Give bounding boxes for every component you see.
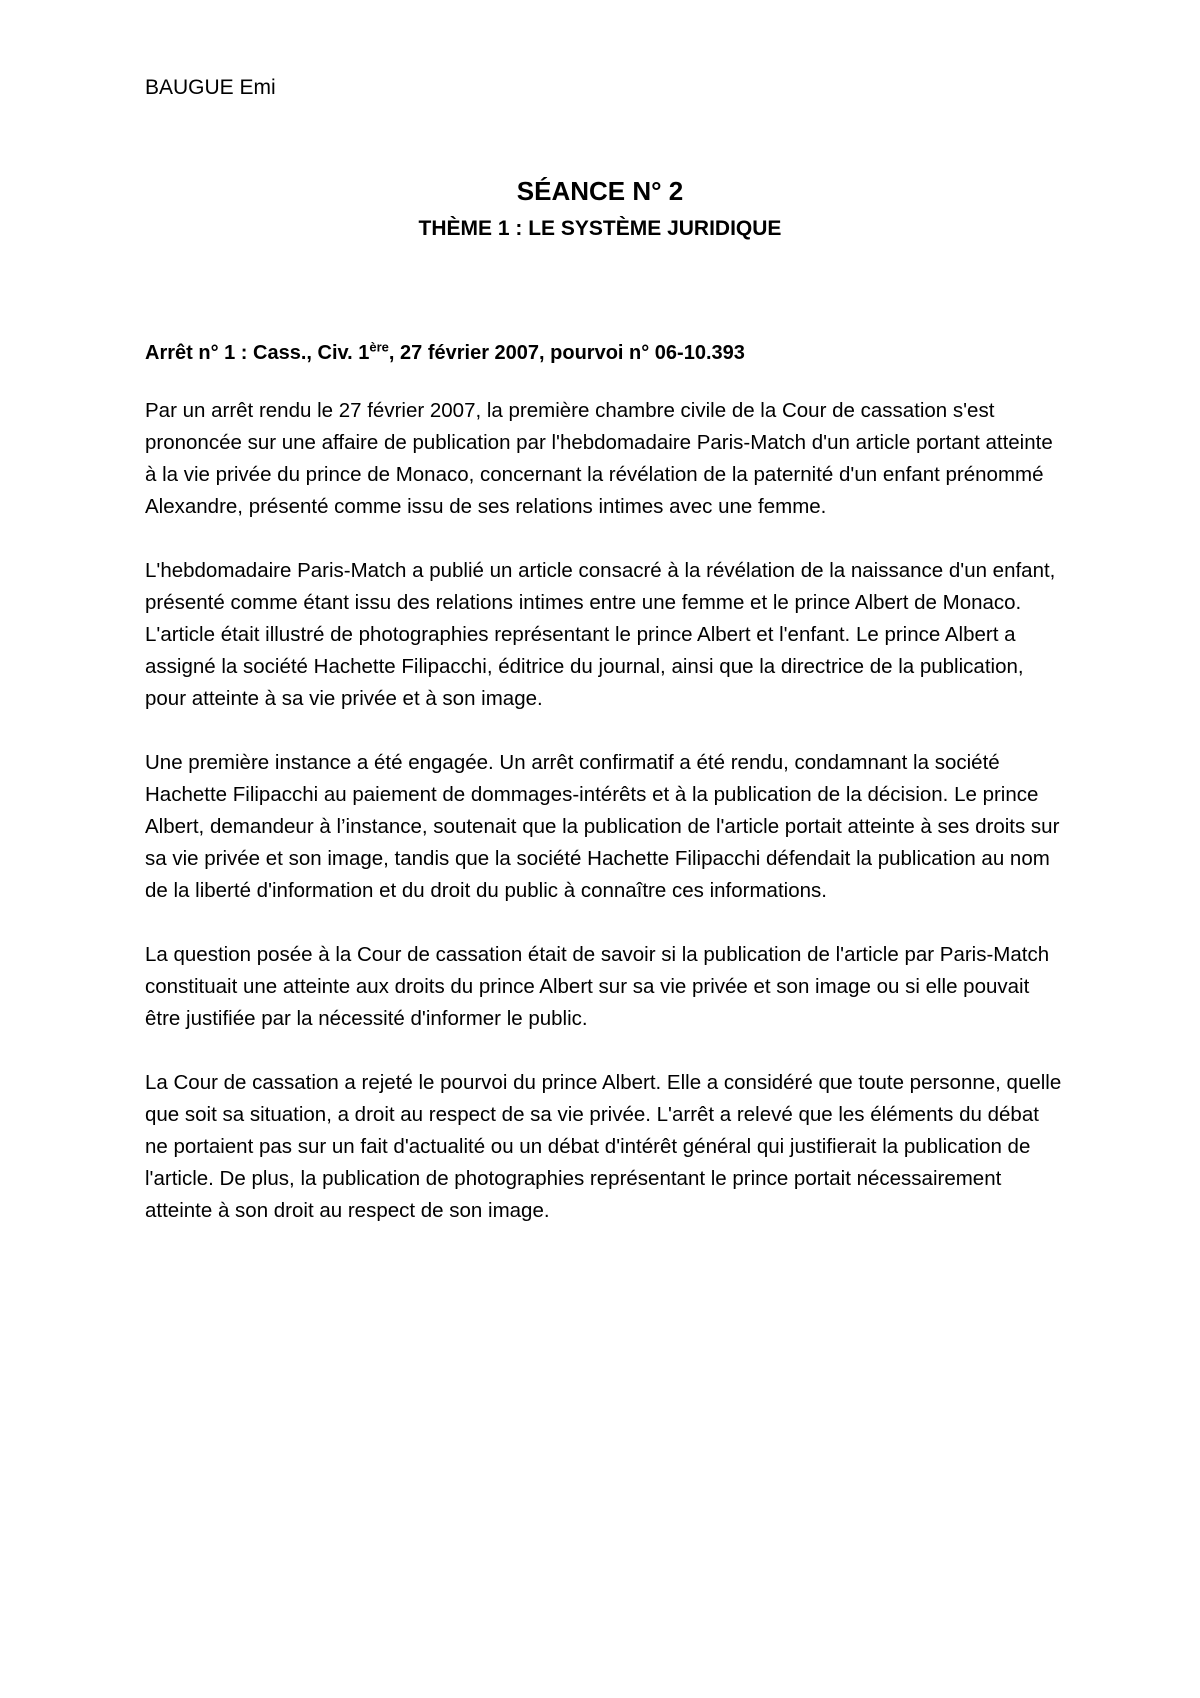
paragraph-legal-question: La question posée à la Cour de cassation était de savoir si la publication de l'article par Paris-Match constituait une atteinte aux droits du prince Albert sur sa vie privée et son image ou si elle pouvait être justifiée par la nécessité d'informer le public. (145, 943, 1050, 1030)
body-text (145, 395, 1065, 1259)
session-title: SÉANCE N° 2 (516, 176, 684, 206)
author-name: BAUGUE Emi (145, 76, 276, 99)
paragraph-facts: L'hebdomadaire Paris-Match a publié un article consacré à la révélation de la naissance d'un enfant, présenté comme étant issu des relations intimes entre une femme et le prince Albert de Monaco. L'article était illustré de photographies représentant le prince Albert et l'enfant. Le prince Albert a assigné la société Hachette Filipacchi, éditrice du journal, ainsi que la directrice de la publication, pour atteinte à sa vie privée et à son image. (145, 559, 1056, 710)
paragraph-solution: La Cour de cassation a rejeté le pourvoi du prince Albert. Elle a considéré que toute personne, quelle que soit sa situation, a droit au respect de sa vie privée. L'arrêt a relevé que les éléments du débat ne portaient pas sur un fait d'actualité ou un débat d'intérêt général qui justifierait la publication de l'article. De plus, la publication de photographies représentant le prince portait nécessairement atteinte à son droit au respect de son image. (145, 1071, 1062, 1222)
ruling-heading-superscript: ère (369, 339, 389, 355)
paragraph-procedure: Une première instance a été engagée. Un arrêt confirmatif a été rendu, condamnant la société Hachette Filipacchi au paiement de dommages-intérêts et à la publication de la décision. Le prince Albert, demandeur à l’instance, soutenait que la publication de l'article portait atteinte à ses droits sur sa vie privée et son image, tandis que la société Hachette Filipacchi défendait la publication au nom de la liberté d'information et du droit du public à connaître ces informations. (145, 751, 1060, 902)
ruling-heading-suffix: , 27 février 2007, pourvoi n° 06-10.393 (388, 342, 745, 364)
theme-title: THÈME 1 : LE SYSTÈME JURIDIQUE (418, 217, 782, 240)
ruling-heading (145, 340, 745, 366)
ruling-heading-prefix: Arrêt n° 1 : Cass., Civ. 1 (145, 342, 370, 364)
paragraph-summary: Par un arrêt rendu le 27 février 2007, la première chambre civile de la Cour de cassation s'est prononcée sur une affaire de publication par l'hebdomadaire Paris-Match d'un article portant atteinte à la vie privée du prince de Monaco, concernant la révélation de la paternité d'un enfant prénommé Alexandre, présenté comme issu de ses relations intimes avec une femme. (145, 399, 1053, 518)
